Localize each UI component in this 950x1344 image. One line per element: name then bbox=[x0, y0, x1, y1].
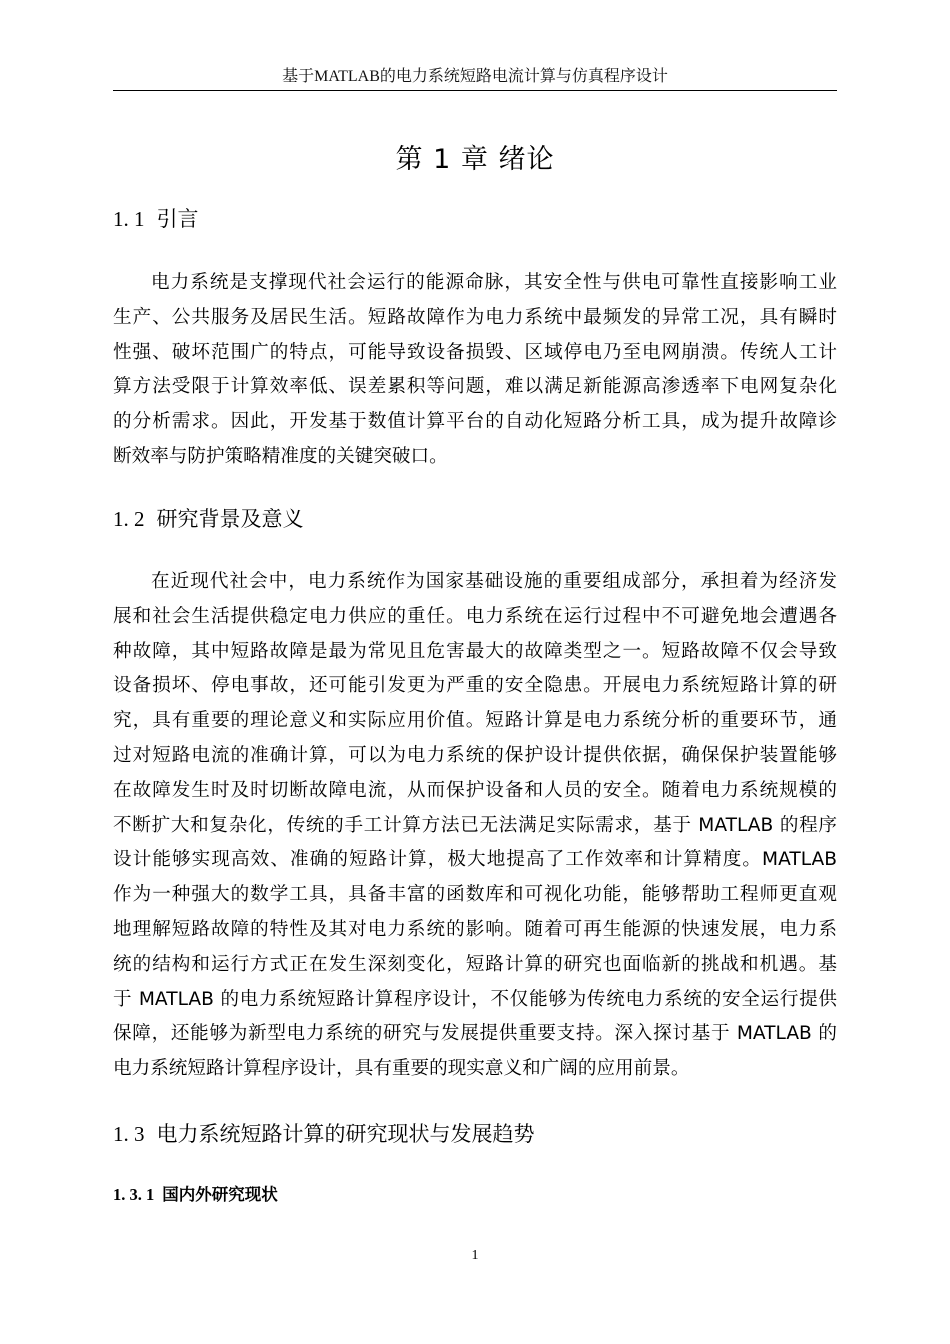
paragraph-line: 种故障，其中短路故障是最为常见且危害最大的故障类型之一。短路故障不仅会导致 bbox=[113, 640, 837, 662]
section-number: 1. 3 bbox=[113, 1122, 145, 1146]
paragraph-line: 地理解短路故障的特性及其对电力系统的影响。随着可再生能源的快速发展，电力系 bbox=[113, 918, 837, 940]
paragraph-line: 在故障发生时及时切断故障电流，从而保护设备和人员的安全。随着电力系统规模的 bbox=[113, 779, 837, 801]
paragraph-line: 设计能够实现高效、准确的短路计算，极大地提高了工作效率和计算精度。MATLAB bbox=[113, 849, 837, 871]
section-title: 研究背景及意义 bbox=[156, 507, 304, 531]
paragraph-line: 统的结构和运行方式正在发生深刻变化，短路计算的研究也面临新的挑战和机遇。基 bbox=[113, 953, 837, 975]
paragraph-line: 生产、公共服务及居民生活。短路故障作为电力系统中最频发的异常工况，具有瞬时 bbox=[113, 306, 837, 328]
paragraph-line: 性强、破坏范围广的特点，可能导致设备损毁、区域停电乃至电网崩溃。传统人工计 bbox=[113, 341, 837, 363]
section-heading-1-1 bbox=[113, 203, 199, 235]
paragraph-line: 算方法受限于计算效率低、误差累积等问题，难以满足新能源高渗透率下电网复杂化 bbox=[113, 376, 837, 398]
section-heading-1-3 bbox=[113, 1118, 535, 1150]
paragraph-line: 作为一种强大的数学工具，具备丰富的函数库和可视化功能，能够帮助工程师更直观 bbox=[113, 884, 837, 906]
section-number: 1. 1 bbox=[113, 207, 145, 231]
subsection-number: 1. 3. 1 bbox=[113, 1185, 155, 1204]
paragraph-line: 于 MATLAB 的电力系统短路计算程序设计，不仅能够为传统电力系统的安全运行提供 bbox=[113, 988, 837, 1010]
page-number: 1 bbox=[471, 1248, 479, 1263]
section-number: 1. 2 bbox=[113, 507, 145, 531]
section-title: 电力系统短路计算的研究现状与发展趋势 bbox=[156, 1122, 535, 1146]
header-rule bbox=[113, 90, 837, 91]
paragraph-introduction bbox=[113, 266, 837, 475]
paragraph-line: 不断扩大和复杂化，传统的手工计算方法已无法满足实际需求，基于 MATLAB 的程序 bbox=[113, 814, 837, 836]
subsection-heading-1-3-1 bbox=[113, 1182, 278, 1208]
paragraph-line: 电力系统短路计算程序设计，具有重要的现实意义和广阔的应用前景。 bbox=[113, 1058, 690, 1080]
paragraph-line: 保障，还能够为新型电力系统的研究与发展提供重要支持。深入探讨基于 MATLAB 的 bbox=[113, 1023, 837, 1045]
paragraph-line: 究，具有重要的理论意义和实际应用价值。短路计算是电力系统分析的重要环节，通 bbox=[113, 710, 837, 732]
chapter-title: 第 1 章 绪论 bbox=[395, 144, 555, 175]
running-header: 基于MATLAB的电力系统短路电流计算与仿真程序设计 bbox=[282, 68, 668, 85]
section-title: 引言 bbox=[156, 207, 199, 231]
paragraph-line: 的分析需求。因此，开发基于数值计算平台的自动化短路分析工具，成为提升故障诊 bbox=[113, 411, 837, 433]
subsection-title: 国内外研究现状 bbox=[162, 1185, 278, 1204]
paragraph-line: 电力系统是支撑现代社会运行的能源命脉，其安全性与供电可靠性直接影响工业 bbox=[151, 272, 837, 293]
paragraph-line: 在近现代社会中，电力系统作为国家基础设施的重要组成部分，承担着为经济发 bbox=[151, 571, 837, 592]
paragraph-line: 过对短路电流的准确计算，可以为电力系统的保护设计提供依据，确保保护装置能够 bbox=[113, 744, 837, 766]
paragraph-line: 展和社会生活提供稳定电力供应的重任。电力系统在运行过程中不可避免地会遭遇各 bbox=[113, 605, 837, 627]
paragraph-background bbox=[113, 565, 837, 1087]
paragraph-line: 断效率与防护策略精准度的关键突破口。 bbox=[113, 445, 448, 467]
paragraph-line: 设备损坏、停电事故，还可能引发更为严重的安全隐患。开展电力系统短路计算的研 bbox=[113, 675, 837, 697]
section-heading-1-2 bbox=[113, 503, 304, 535]
